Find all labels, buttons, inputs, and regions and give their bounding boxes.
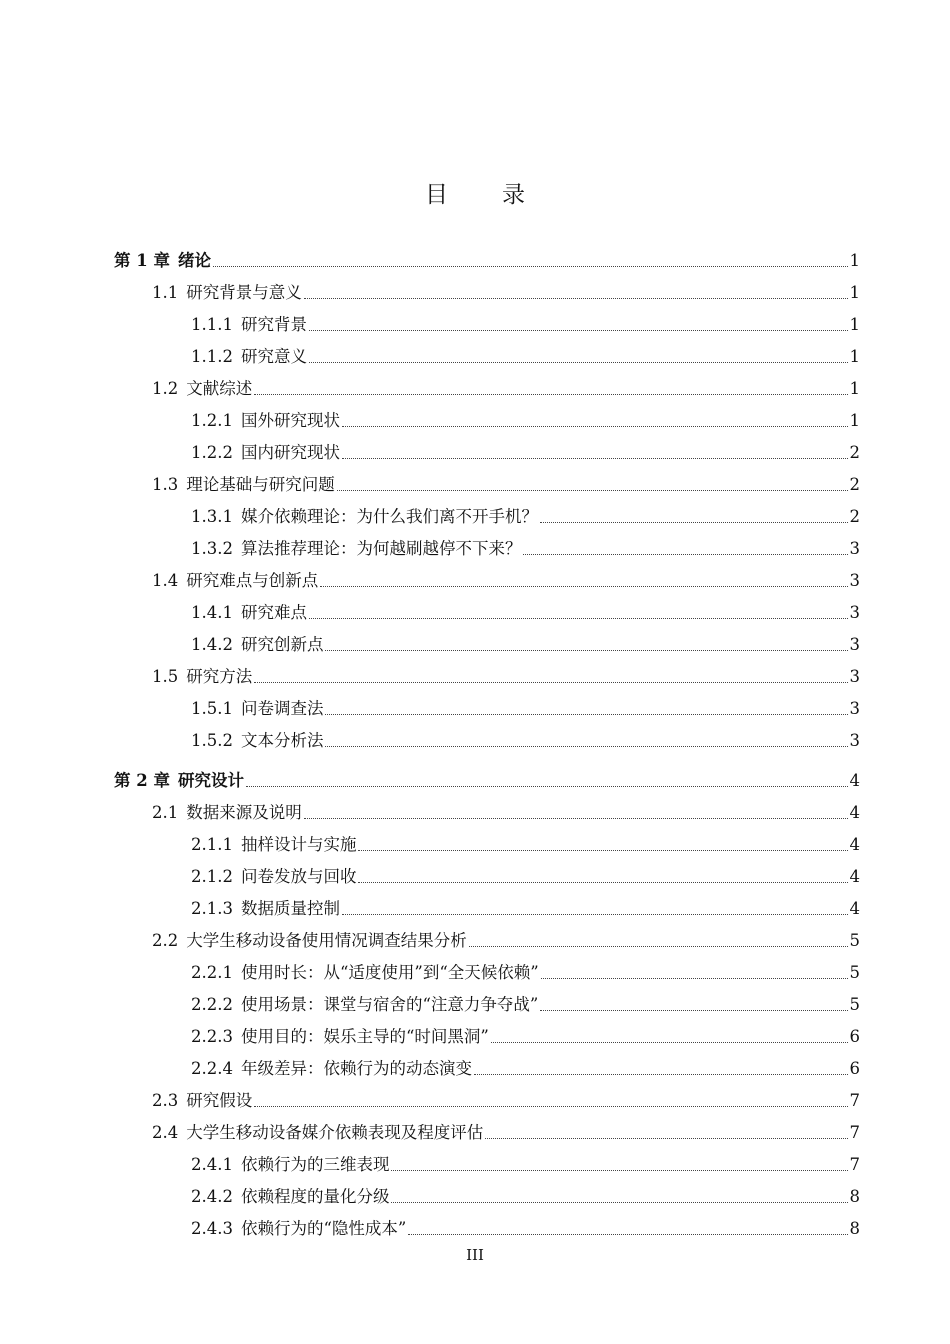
toc-entry-page: 2	[849, 475, 860, 494]
toc-entry[interactable]	[191, 440, 860, 466]
toc-entry[interactable]	[152, 800, 860, 826]
toc-entry[interactable]	[152, 280, 860, 306]
toc-entry-page: 3	[849, 699, 860, 718]
toc-entry[interactable]	[191, 896, 860, 922]
toc-entry-number: 2.4.1	[191, 1155, 233, 1174]
toc-entry-title: 使用目的：娱乐主导的“时间黑洞”	[240, 1027, 489, 1046]
toc-entry[interactable]	[191, 696, 860, 722]
toc-leader-dots	[540, 521, 848, 523]
toc-leader-dots	[540, 1009, 847, 1011]
toc-leader-dots	[309, 329, 848, 331]
toc-entry[interactable]	[152, 1088, 860, 1114]
toc-entry[interactable]	[191, 864, 860, 890]
toc-entry[interactable]	[114, 248, 860, 274]
toc-leader-dots	[325, 745, 847, 747]
toc-entry-title: 使用时长：从“适度使用”到“全天候依赖”	[240, 963, 539, 982]
toc-entry-title: 使用场景：课堂与宿舍的“注意力争夺战”	[240, 995, 539, 1014]
toc-leader-dots	[325, 649, 847, 651]
toc-entry-title: 理论基础与研究问题	[186, 475, 335, 494]
toc-entry[interactable]	[152, 376, 860, 402]
toc-entry[interactable]	[152, 472, 860, 498]
toc-leader-dots	[309, 617, 848, 619]
toc-entry-title: 依赖行为的“隐性成本”	[240, 1219, 407, 1238]
toc-leader-dots	[358, 849, 847, 851]
toc-leader-dots	[541, 977, 848, 979]
toc-entry-number: 1.5.2	[191, 731, 233, 750]
toc-entry-title: 研究创新点	[240, 635, 324, 654]
toc-entry-title: 依赖行为的三维表现	[240, 1155, 390, 1174]
toc-entry-page: 5	[849, 963, 860, 982]
toc-entry-number: 2.4	[152, 1123, 179, 1142]
toc-entry[interactable]	[152, 664, 860, 690]
toc-entry-page: 4	[849, 835, 860, 854]
toc-entry-number: 2.2.2	[191, 995, 233, 1014]
toc-entry-title: 绪论	[177, 251, 211, 270]
toc-leader-dots	[254, 681, 847, 683]
toc-entry-number: 2.1.3	[191, 899, 233, 918]
toc-entry-number: 1.5.1	[191, 699, 233, 718]
toc-leader-dots	[391, 1201, 847, 1203]
toc-leader-dots	[408, 1233, 847, 1235]
toc-entry-number: 1.1.1	[191, 315, 233, 334]
toc-entry-title: 数据质量控制	[240, 899, 340, 918]
toc-entry-page: 4	[849, 771, 860, 790]
toc-entry[interactable]	[191, 992, 860, 1018]
toc-entry-number: 2.1.2	[191, 867, 233, 886]
toc-entry-title: 依赖程度的量化分级	[240, 1187, 390, 1206]
toc-leader-dots	[337, 489, 848, 491]
toc-entry-page: 5	[849, 931, 860, 950]
toc-entry[interactable]	[191, 600, 860, 626]
toc-entry-page: 1	[849, 347, 860, 366]
toc-entry-title: 国内研究现状	[240, 443, 340, 462]
toc-entry-page: 3	[849, 731, 860, 750]
toc-entry-number: 2.1	[152, 803, 179, 822]
toc-entry[interactable]	[191, 344, 860, 370]
toc-entry[interactable]	[191, 536, 860, 562]
toc-entry-number: 1.2.2	[191, 443, 233, 462]
toc-entry-number: 第 2 章	[114, 771, 170, 790]
toc-entry-page: 6	[849, 1027, 860, 1046]
toc-entry-page: 4	[849, 899, 860, 918]
toc-entry[interactable]	[191, 1216, 860, 1242]
toc-entry[interactable]	[191, 1184, 860, 1210]
toc-entry-number: 1.3	[152, 475, 179, 494]
toc-entry-title: 研究意义	[240, 347, 307, 366]
toc-entry-title: 算法推荐理论：为何越刷越停不下来？	[240, 539, 522, 558]
toc-entry-number: 2.2	[152, 931, 179, 950]
toc-entry-title: 大学生移动设备使用情况调查结果分析	[186, 931, 467, 950]
toc-leader-dots	[342, 913, 848, 915]
toc-entry-number: 2.4.2	[191, 1187, 233, 1206]
toc-title-char-2: 录	[502, 182, 525, 208]
toc-entry-number: 1.5	[152, 667, 179, 686]
toc-entry-title: 大学生移动设备媒介依赖表现及程度评估	[186, 1123, 484, 1142]
toc-leader-dots	[309, 361, 848, 363]
toc-entry-number: 2.2.4	[191, 1059, 233, 1078]
toc-leader-dots	[474, 1073, 848, 1075]
toc-entry-page: 7	[849, 1155, 860, 1174]
toc-entry-number: 1.2	[152, 379, 179, 398]
toc-entry[interactable]	[191, 1024, 860, 1050]
toc-entry-page: 3	[849, 667, 860, 686]
toc-entry-title: 文本分析法	[240, 731, 324, 750]
toc-entry-number: 1.4	[152, 571, 179, 590]
toc-leader-dots	[469, 945, 848, 947]
toc-entry-title: 研究设计	[177, 771, 244, 790]
toc-entry-page: 1	[849, 283, 860, 302]
toc-entry-title: 研究假设	[186, 1091, 253, 1110]
toc-leader-dots	[304, 297, 848, 299]
toc-entry[interactable]	[191, 312, 860, 338]
toc-entry-number: 1.4.2	[191, 635, 233, 654]
toc-entry-number: 2.1.1	[191, 835, 233, 854]
page-number: III	[466, 1246, 484, 1264]
toc-entry-title: 年级差异：依赖行为的动态演变	[240, 1059, 472, 1078]
toc-leader-dots	[325, 713, 847, 715]
toc-entry[interactable]	[191, 832, 860, 858]
toc-entry-title: 媒介依赖理论：为什么我们离不开手机？	[240, 507, 538, 526]
toc-leader-dots	[254, 393, 847, 395]
toc-entry-title: 国外研究现状	[240, 411, 340, 430]
toc-entry-number: 1.3.1	[191, 507, 233, 526]
toc-entry-page: 6	[849, 1059, 860, 1078]
toc-entry-number: 1.1	[152, 283, 179, 302]
toc-entry-title: 研究背景与意义	[186, 283, 302, 302]
toc-leader-dots	[342, 425, 848, 427]
toc-leader-dots	[491, 1041, 848, 1043]
toc-entry-page: 2	[849, 507, 860, 526]
toc-leader-dots	[254, 1105, 847, 1107]
toc-entry[interactable]	[191, 632, 860, 658]
toc-entry-title: 研究难点	[240, 603, 307, 622]
toc-entry-page: 1	[849, 251, 860, 270]
toc-leader-dots	[391, 1169, 847, 1171]
toc-entry-number: 1.4.1	[191, 603, 233, 622]
toc-entry-title: 文献综述	[186, 379, 253, 398]
toc-leader-dots	[342, 457, 848, 459]
toc-entry-title: 问卷调查法	[240, 699, 324, 718]
toc-entry-title: 研究难点与创新点	[186, 571, 319, 590]
toc-entry-page: 8	[849, 1187, 860, 1206]
toc-entry[interactable]	[191, 728, 860, 754]
toc-leader-dots	[213, 265, 848, 267]
toc-entry[interactable]	[191, 408, 860, 434]
toc-entry-number: 第 1 章	[114, 251, 170, 270]
toc-entry-page: 5	[849, 995, 860, 1014]
toc-entry-page: 2	[849, 443, 860, 462]
toc-entry-page: 1	[849, 411, 860, 430]
toc-entry[interactable]	[191, 504, 860, 530]
toc-entry-page: 7	[849, 1123, 860, 1142]
toc-entry[interactable]	[152, 568, 860, 594]
toc-entry-page: 3	[849, 603, 860, 622]
toc-entry[interactable]	[191, 960, 860, 986]
toc-entry[interactable]	[152, 928, 860, 954]
toc-leader-dots	[485, 1137, 847, 1139]
toc-entry-title: 研究方法	[186, 667, 253, 686]
toc-entry-page: 4	[849, 803, 860, 822]
toc-entry-title: 抽样设计与实施	[240, 835, 357, 854]
toc-leader-dots	[246, 785, 848, 787]
toc-entry[interactable]	[191, 1056, 860, 1082]
toc-entry-title: 问卷发放与回收	[240, 867, 357, 886]
toc-leader-dots	[358, 881, 847, 883]
toc-entry-page: 3	[849, 539, 860, 558]
toc-entry[interactable]	[191, 1152, 860, 1178]
toc-entry-number: 1.1.2	[191, 347, 233, 366]
toc-entry-number: 2.2.1	[191, 963, 233, 982]
toc-leader-dots	[523, 553, 847, 555]
toc-entry-title: 研究背景	[240, 315, 307, 334]
toc-entry-title: 数据来源及说明	[186, 803, 302, 822]
toc-entry-page: 4	[849, 867, 860, 886]
toc-entry-page: 3	[849, 571, 860, 590]
toc-entry-page: 3	[849, 635, 860, 654]
toc-entry-number: 2.3	[152, 1091, 179, 1110]
toc-leader-dots	[304, 817, 848, 819]
toc-entry-page: 1	[849, 315, 860, 334]
toc-entry-number: 1.2.1	[191, 411, 233, 430]
toc-entry-number: 2.4.3	[191, 1219, 233, 1238]
toc-title-char-1: 目	[425, 182, 448, 208]
toc-leader-dots	[320, 585, 847, 587]
toc-entry-page: 8	[849, 1219, 860, 1238]
toc-entry[interactable]	[152, 1120, 860, 1146]
toc-entry-number: 1.3.2	[191, 539, 233, 558]
toc-entry-number: 2.2.3	[191, 1027, 233, 1046]
toc-entry-page: 7	[849, 1091, 860, 1110]
toc-entry-page: 1	[849, 379, 860, 398]
toc-entry[interactable]	[114, 768, 860, 794]
